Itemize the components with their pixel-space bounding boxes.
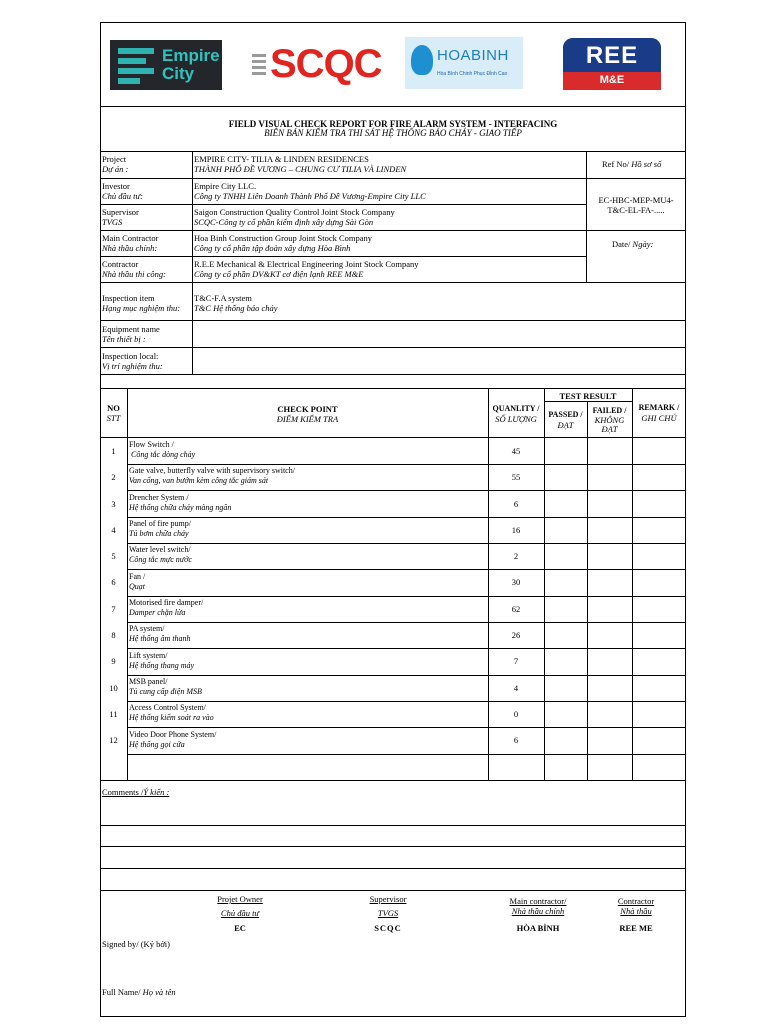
row-check-point: Gate valve, butterfly valve with supervisory switch/ [129,466,295,475]
row-check-point-vi: Hệ thống thang máy [129,661,195,670]
row-no: 10 [109,683,118,693]
row-check-point: Motorised fire damper/ [129,598,204,607]
main-contractor-value: Hoa Binh Construction Group Joint Stock Company [194,233,373,243]
sign-contractor-name: REE ME [619,923,653,933]
project-value-vi: THÀNH PHỐ ĐỀ VƯƠNG – CHUNG CƯ TILIA VÀ LINDEN [194,164,407,174]
col-passed-header-vi: ĐẠT [557,420,574,430]
row-no: 11 [109,709,118,719]
col-failed-header-vi2: ĐẠT [601,424,618,434]
ref-no-label: Ref No/ Hồ sơ số [602,159,662,169]
equipment-label: Equipment name [102,324,160,334]
row-quantity: 30 [511,577,521,587]
inspection-item-label-vi: Hạng mục nghiệm thu: [102,303,181,313]
supervisor-label-vi: TVGS [102,217,123,227]
row-check-point-vi: Hệ thống âm thanh [129,634,191,643]
row-no: 4 [111,525,116,535]
hoabinh-logo-slogan: Hòa Bình Chinh Phục Đỉnh Cao [437,71,508,77]
main-contractor-value-vi: Công ty cổ phần tập đoàn xây dựng Hòa Bình [194,243,351,253]
report-title: FIELD VISUAL CHECK REPORT FOR FIRE ALARM SYSTEM - INTERFACING [228,119,558,129]
empire-logo-word2: City [162,64,195,83]
location-label: Inspection local: [102,351,159,361]
equipment-label-vi: Tên thiết bị : [102,334,146,344]
hoabinh-logo [405,37,523,89]
investor-value: Empire City LLC. [194,181,257,191]
ree-logo [563,38,661,90]
col-no-header-vi: STT [106,413,121,423]
test-result-header: TEST RESULT [559,391,617,401]
row-check-point: PA system/ [129,624,165,633]
row-check-point-vi: Tủ cung cấp điện MSB [129,687,202,696]
row-check-point-vi: Hệ thống chữa cháy màng ngăn [129,503,232,512]
row-quantity: 6 [513,499,519,509]
col-quantity-header-vi: SỐ LƯỢNG [495,414,537,424]
col-quantity-header: QUANLITY / [492,404,540,413]
project-label: Project [102,154,127,164]
sign-main-contractor-name: HÒA BÌNH [516,923,560,933]
row-check-point: Drencher System / [129,493,189,502]
date-label: Date/ Ngày: [612,239,654,249]
col-check-point-header: CHECK POINT [277,404,338,414]
main-contractor-label-vi: Nhà thầu chính: [102,243,158,253]
row-no: 2 [111,472,116,482]
ref-no-value-1: EC-HBC-MEP-MU4- [598,195,674,205]
col-no-header: NO [107,403,120,413]
row-check-point-vi: Hệ thống kiểm soát ra vào [129,713,214,722]
row-quantity: 4 [513,683,519,693]
row-check-point: Flow Switch / [129,440,174,449]
empire-logo-word1: Empire [162,46,220,65]
col-remark-header-vi: GHI CHÚ [641,413,677,423]
sign-owner-title: Projet Owner [217,894,263,904]
row-quantity: 0 [513,709,519,719]
supervisor-label: Supervisor [102,207,139,217]
row-no: 5 [111,551,116,561]
signed-by-label: Signed by/ (Ký bởi) [102,939,171,949]
row-check-point-vi: Hệ thống gọi cửa [129,740,185,749]
row-check-point: Access Control System/ [129,703,206,712]
sign-main-contractor-title: Main contractor/ [509,896,567,906]
investor-label-vi: Chủ đầu tư: [102,191,143,201]
inspection-item-value-vi: T&C Hệ thống báo cháy [194,303,278,313]
scqc-logo-text: SCQC [270,42,382,86]
row-check-point-vi: Công tắc dòng chảy [131,450,196,459]
row-no: 12 [109,735,118,745]
report-title-vi: BIÊN BẢN KIỂM TRA THI SÁT HỆ THỐNG BÁO CHÁY - GIAO TIẾP [264,128,522,138]
col-failed-header: FAILED / [592,406,627,415]
sign-owner-title-vi: Chủ đầu tư [220,908,260,918]
investor-value-vi: Công ty TNHH Liên Doanh Thành Phố Đề Vương-Empire City LLC [194,191,426,201]
row-check-point: MSB panel/ [129,677,168,686]
project-label-vi: Dự án : [102,164,129,174]
location-label-vi: Vị trí nghiệm thu: [102,361,163,371]
col-remark-header: REMARK / [638,403,680,412]
sign-main-contractor-title-vi: Nhà thầu chính [511,906,565,916]
row-no: 6 [111,577,116,587]
contractor-label: Contractor [102,259,139,269]
scqc-logo [252,40,382,90]
row-no: 1 [111,446,116,456]
sign-supervisor-name: SCQC [374,923,402,933]
sign-contractor-title: Contractor [617,896,655,906]
row-check-point-vi: Tủ bơm chữa cháy [129,529,189,538]
row-quantity: 16 [511,525,521,535]
row-check-point: Video Door Phone System/ [129,730,217,739]
row-check-point: Panel of fire pump/ [129,519,191,528]
row-no: 8 [111,630,116,640]
project-value: EMPIRE CITY- TILIA & LINDEN RESIDENCES [194,154,369,164]
supervisor-value: Saigon Construction Quality Control Joint Stock Company [194,207,395,217]
sign-supervisor-title-vi: TVGS [377,908,399,918]
ree-logo-sub: M&E [599,74,625,86]
contractor-value: R.E.E Mechanical & Electrical Engineering Joint Stock Company [194,259,419,269]
row-quantity: 62 [511,604,521,614]
row-quantity: 2 [513,551,519,561]
row-quantity: 55 [511,472,521,482]
empire-city-logo [110,40,222,90]
col-passed-header: PASSED / [548,410,583,419]
investor-label: Investor [102,181,130,191]
row-quantity: 6 [513,735,519,745]
row-check-point: Lift system/ [129,651,168,660]
full-name-label: Full Name/ Họ và tên [102,987,176,997]
sign-contractor-title-vi: Nhà thầu [620,906,652,916]
comments-label: Comments /Ý kiến : [102,787,170,797]
row-check-point-vi: Damper chặn lửa [129,608,186,617]
sign-supervisor-title: Supervisor [369,894,407,904]
row-check-point-vi: Van cổng, van bướm kèm công tắc giám sát [129,476,269,485]
supervisor-value-vi: SCQC-Công ty cổ phần kiểm định xây dựng Sài Gòn [194,217,374,227]
row-check-point: Fan / [129,572,146,581]
row-check-point: Water level switch/ [129,545,191,554]
ref-no-value-2: T&C-EL-FA-..... [607,205,665,215]
col-failed-header-vi: KHÔNG [594,415,625,425]
row-quantity: 45 [511,446,521,456]
row-no: 7 [111,604,116,614]
contractor-value-vi: Công ty cổ phần DV&KT cơ điện lạnh REE M&E [194,269,364,279]
col-check-point-header-vi: ĐIỂM KIỂM TRA [276,414,339,424]
inspection-item-value: T&C-F.A system [194,293,252,303]
inspection-item-label: Inspection item [102,293,155,303]
hoabinh-logo-name: HOABINH [437,47,509,64]
sign-owner-name: EC [234,923,246,933]
row-no: 9 [111,656,116,666]
row-quantity: 7 [513,656,519,666]
contractor-label-vi: Nhà thầu thi công: [102,269,166,279]
main-contractor-label: Main Contractor [102,233,159,243]
ree-logo-text: REE [585,42,639,69]
row-no: 3 [111,499,116,509]
row-check-point-vi: Công tắc mực nước [129,555,192,564]
row-check-point-vi: Quạt [129,582,145,591]
row-quantity: 26 [511,630,521,640]
